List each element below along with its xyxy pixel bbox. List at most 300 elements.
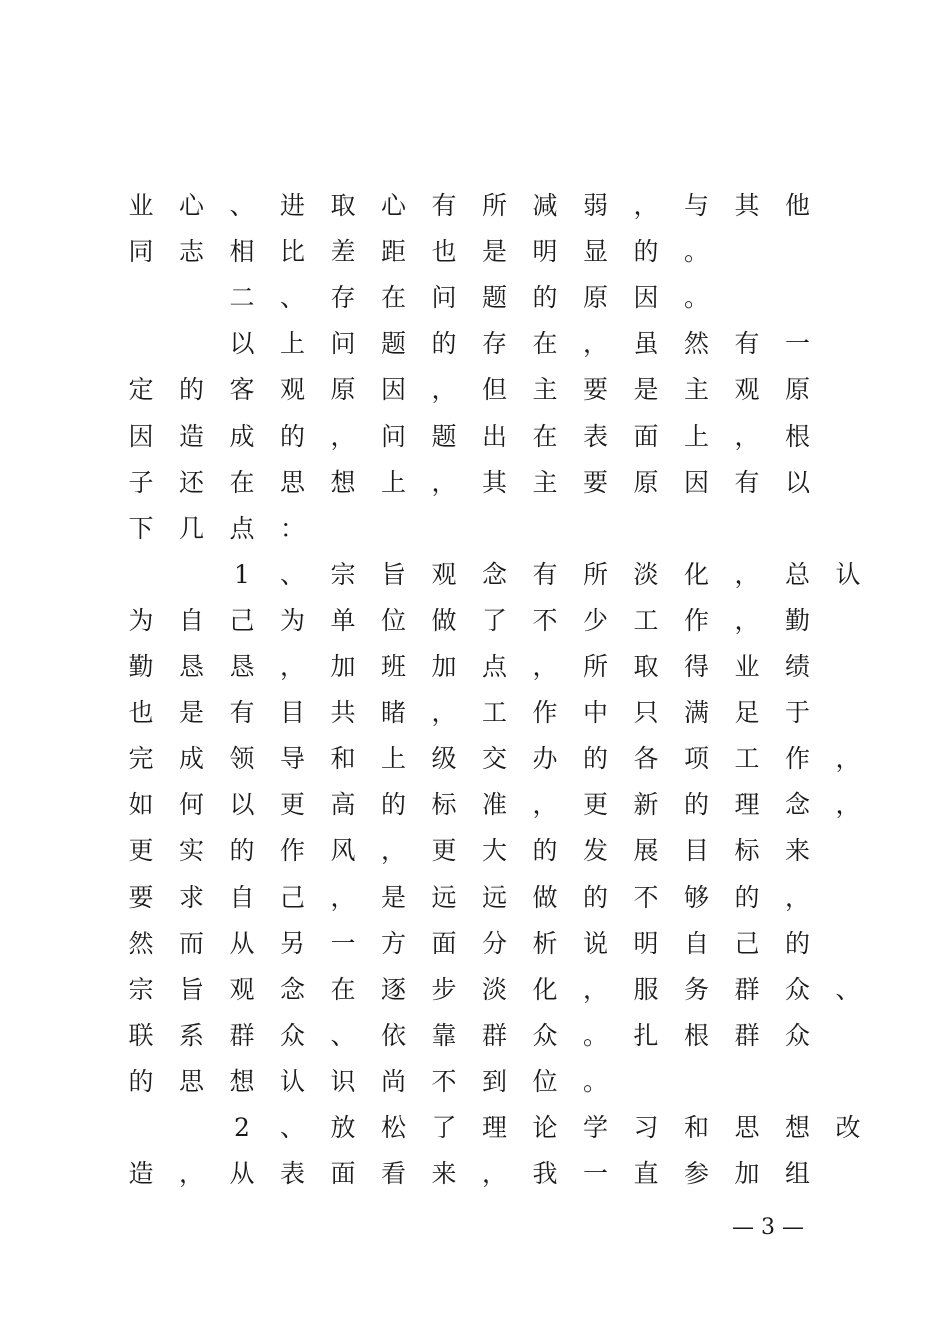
text-char: 得	[683, 652, 709, 681]
text-char: ，	[431, 467, 457, 497]
text-char: 在	[229, 467, 255, 497]
text-char: 主	[683, 375, 709, 405]
text-char: 与	[683, 191, 709, 220]
text-char: ，	[835, 790, 861, 820]
text-char: 原	[784, 375, 810, 405]
text-char: 尚	[380, 1066, 406, 1096]
text-char: 要	[128, 882, 154, 912]
text-char: 到	[481, 1066, 507, 1096]
text-char: 班	[380, 652, 406, 681]
text-char: 己	[279, 882, 305, 912]
text-char: 另	[279, 928, 305, 958]
text-char: 想	[330, 467, 356, 497]
text-char: 的	[784, 928, 810, 958]
text-char: 在	[380, 283, 406, 313]
text-char: ，	[734, 605, 760, 635]
text-char: 松	[380, 1113, 406, 1142]
text-char: 因	[633, 283, 659, 313]
text-char: ：	[279, 513, 305, 543]
text-char: ，	[784, 882, 810, 912]
text-char: 群	[734, 974, 760, 1004]
text-char: 不	[532, 605, 558, 635]
text-char: 绩	[784, 652, 810, 681]
text-char: 自	[178, 605, 204, 635]
text-char: 标	[734, 836, 760, 866]
text-char: 子	[128, 467, 154, 497]
text-char: 观	[279, 375, 305, 405]
text-char: 想	[784, 1113, 810, 1142]
text-char: 工	[734, 744, 760, 774]
text-char: 取	[330, 191, 356, 220]
text-char: 还	[178, 467, 204, 497]
text-char: 从	[229, 1159, 255, 1189]
text-char: 化	[532, 974, 558, 1004]
text-char: 满	[683, 698, 709, 728]
text-char: 点	[481, 652, 507, 681]
text-char: 我	[532, 1159, 558, 1189]
text-char: 观	[734, 375, 760, 405]
text-char: 从	[229, 928, 255, 958]
text-char: 因	[683, 467, 709, 497]
text-char: 在	[532, 421, 558, 451]
text-char: 众	[784, 1020, 810, 1050]
text-char: 单	[330, 605, 356, 635]
text-char: 恳	[178, 652, 204, 681]
text-char: 思	[279, 467, 305, 497]
text-char: 面	[330, 1159, 356, 1189]
text-char: 定	[128, 375, 154, 405]
text-char: 系	[178, 1020, 204, 1050]
text-char: 表	[582, 421, 608, 451]
text-char: 以	[784, 467, 810, 497]
text-char: 共	[330, 698, 356, 728]
text-char: ，	[279, 652, 305, 681]
text-char: 更	[431, 836, 457, 866]
text-char: 上	[683, 421, 709, 451]
text-char: 同	[128, 237, 154, 267]
text-char: 不	[633, 882, 659, 912]
text-char: 认	[279, 1066, 305, 1096]
text-char: 习	[633, 1113, 659, 1142]
text-char: 总	[784, 559, 810, 589]
text-char: ，	[431, 375, 457, 405]
text-char: 学	[582, 1113, 608, 1142]
text-char: 步	[431, 974, 457, 1004]
text-char: 的	[532, 283, 558, 313]
text-char: 群	[734, 1020, 760, 1050]
text-char: 改	[835, 1113, 861, 1142]
text-char: 的	[380, 790, 406, 820]
text-line	[0, 229, 950, 275]
text-char: 所	[582, 652, 608, 681]
text-char: 的	[582, 744, 608, 774]
text-char: 众	[279, 1020, 305, 1050]
text-char: ，	[582, 974, 608, 1004]
text-char: 明	[633, 928, 659, 958]
text-char: 一	[784, 329, 810, 359]
text-char: 为	[128, 605, 154, 635]
text-line	[0, 782, 950, 828]
text-char: 放	[330, 1113, 356, 1142]
text-char: 加	[431, 652, 457, 681]
text-char: 淡	[481, 974, 507, 1004]
text-char: 恳	[229, 652, 255, 681]
text-char: 因	[380, 375, 406, 405]
text-line	[0, 367, 950, 413]
text-char: 新	[633, 790, 659, 820]
text-char: 进	[279, 191, 305, 220]
text-char: 了	[481, 605, 507, 635]
text-char: 、	[279, 283, 305, 313]
text-char: 析	[532, 928, 558, 958]
text-char: 足	[734, 698, 760, 728]
text-char: 题	[380, 329, 406, 359]
text-line	[0, 414, 950, 460]
text-char: 其	[734, 191, 760, 220]
text-char: 靠	[431, 1020, 457, 1050]
text-char: 想	[229, 1066, 255, 1096]
text-line	[0, 1151, 950, 1197]
text-char: 问	[380, 421, 406, 451]
text-char: 说	[582, 928, 608, 958]
text-char: 面	[633, 421, 659, 451]
text-line	[0, 1105, 950, 1151]
text-line	[0, 460, 950, 506]
text-char: 。	[582, 1066, 608, 1096]
text-char: 业	[128, 191, 154, 220]
text-char: 的	[683, 790, 709, 820]
text-char: 上	[380, 744, 406, 774]
text-char: 各	[633, 744, 659, 774]
text-char: 的	[279, 421, 305, 451]
text-char: 的	[582, 882, 608, 912]
text-char: 位	[532, 1066, 558, 1096]
text-char: 远	[481, 882, 507, 912]
text-char: 勤	[784, 605, 810, 635]
text-char: 远	[431, 882, 457, 912]
text-char: ，	[178, 1159, 204, 1189]
text-char: 原	[330, 375, 356, 405]
text-char: 客	[229, 375, 255, 405]
text-char: 他	[784, 191, 810, 220]
text-char: 化	[683, 559, 709, 589]
text-char: ，	[532, 790, 558, 820]
text-char: 加	[734, 1159, 760, 1189]
text-char: 直	[633, 1159, 659, 1189]
text-char: 面	[431, 928, 457, 958]
text-char: 存	[330, 283, 356, 313]
text-char: 、	[835, 974, 861, 1004]
text-char: 工	[481, 698, 507, 728]
text-char: 几	[178, 513, 204, 543]
text-char: 做	[431, 605, 457, 635]
text-char: 。	[683, 283, 709, 313]
text-char: 了	[431, 1113, 457, 1142]
text-line	[0, 552, 950, 598]
text-char: 问	[330, 329, 356, 359]
text-char: 有	[532, 559, 558, 589]
text-char: 、	[279, 559, 305, 589]
text-char: 发	[582, 836, 608, 866]
text-char: ，	[734, 559, 760, 589]
text-char: 念	[481, 559, 507, 589]
text-char: 1	[234, 559, 250, 589]
text-char: 一	[582, 1159, 608, 1189]
text-char: 的	[229, 836, 255, 866]
text-char: 其	[481, 467, 507, 497]
text-char: 念	[784, 790, 810, 820]
text-char: 理	[734, 790, 760, 820]
text-char: 中	[582, 698, 608, 728]
text-char: 心	[178, 191, 204, 220]
text-char: 如	[128, 790, 154, 820]
text-char: 观	[229, 974, 255, 1004]
text-char: 淡	[633, 559, 659, 589]
text-char: 但	[481, 375, 507, 405]
text-char: 参	[683, 1159, 709, 1189]
text-char: 思	[178, 1066, 204, 1096]
text-char: 展	[633, 836, 659, 866]
text-char: 明	[532, 237, 558, 267]
text-line	[0, 321, 950, 367]
text-char: 逐	[380, 974, 406, 1004]
text-char: 有	[229, 698, 255, 728]
text-char: ，	[835, 744, 861, 774]
text-char: 睹	[380, 698, 406, 728]
text-line	[0, 736, 950, 782]
page-number: — 3 —	[732, 1215, 804, 1240]
text-char: 宗	[128, 974, 154, 1004]
text-char: 以	[229, 790, 255, 820]
text-char: 成	[178, 744, 204, 774]
text-char: 加	[330, 652, 356, 681]
text-char: 的	[734, 882, 760, 912]
text-char: 旨	[178, 974, 204, 1004]
text-char: 要	[582, 375, 608, 405]
text-char: ，	[380, 836, 406, 866]
text-char: 目	[683, 836, 709, 866]
text-char: 点	[229, 513, 255, 543]
text-line	[0, 921, 950, 967]
text-char: 作	[532, 698, 558, 728]
text-char: 完	[128, 744, 154, 774]
text-char: 位	[380, 605, 406, 635]
text-char: 题	[481, 283, 507, 313]
text-char: 更	[128, 836, 154, 866]
text-char: 存	[481, 329, 507, 359]
text-line	[0, 644, 950, 690]
text-char: 群	[481, 1020, 507, 1050]
text-char: 、	[279, 1113, 305, 1142]
text-char: ，	[734, 421, 760, 451]
text-char: 、	[229, 191, 255, 220]
text-char: 众	[532, 1020, 558, 1050]
text-char: 是	[633, 375, 659, 405]
text-char: 心	[380, 191, 406, 220]
text-char: 也	[431, 237, 457, 267]
text-char: 因	[128, 421, 154, 451]
text-char: 观	[431, 559, 457, 589]
text-char: ，	[582, 329, 608, 359]
text-char: 原	[633, 467, 659, 497]
text-char: 方	[380, 928, 406, 958]
text-char: 认	[835, 559, 861, 589]
text-line	[0, 598, 950, 644]
text-char: 思	[734, 1113, 760, 1142]
text-char: 在	[532, 329, 558, 359]
text-char: 依	[380, 1020, 406, 1050]
text-char: 导	[279, 744, 305, 774]
text-char: 为	[279, 605, 305, 635]
text-char: 的	[532, 836, 558, 866]
text-char: 主	[532, 375, 558, 405]
text-line	[0, 828, 950, 874]
text-char: 志	[178, 237, 204, 267]
text-char: 联	[128, 1020, 154, 1050]
text-char: 来	[431, 1159, 457, 1189]
text-line	[0, 183, 950, 229]
text-char: 而	[178, 928, 204, 958]
text-char: 办	[532, 744, 558, 774]
text-char: 求	[178, 882, 204, 912]
text-char: 然	[683, 329, 709, 359]
text-char: ，	[532, 652, 558, 681]
text-char: 交	[481, 744, 507, 774]
text-char: 标	[431, 790, 457, 820]
text-char: 理	[481, 1113, 507, 1142]
text-char: 的	[431, 329, 457, 359]
text-char: 。	[683, 237, 709, 267]
text-char: 根	[683, 1020, 709, 1050]
text-char: 宗	[330, 559, 356, 589]
text-char: 表	[279, 1159, 305, 1189]
text-char: 然	[128, 928, 154, 958]
text-char: 风	[330, 836, 356, 866]
text-char: 实	[178, 836, 204, 866]
text-char: 更	[279, 790, 305, 820]
text-char: 减	[532, 191, 558, 220]
text-char: 业	[734, 652, 760, 681]
text-char: 级	[431, 744, 457, 774]
text-char: 何	[178, 790, 204, 820]
text-char: 题	[431, 421, 457, 451]
text-char: 不	[431, 1066, 457, 1096]
text-line	[0, 1059, 950, 1105]
text-char: 己	[229, 605, 255, 635]
text-char: 显	[582, 237, 608, 267]
text-line	[0, 875, 950, 921]
text-char: 的	[633, 237, 659, 267]
text-char: 来	[784, 836, 810, 866]
text-char: 论	[532, 1113, 558, 1142]
text-line	[0, 506, 950, 552]
text-char: 有	[431, 191, 457, 220]
text-char: 众	[784, 974, 810, 1004]
text-char: 相	[229, 237, 255, 267]
text-char: 准	[481, 790, 507, 820]
text-char: 勤	[128, 652, 154, 681]
text-char: 于	[784, 698, 810, 728]
text-char: 和	[330, 744, 356, 774]
text-char: 2	[234, 1113, 250, 1142]
text-char: 在	[330, 974, 356, 1004]
text-char: 上	[279, 329, 305, 359]
text-char: 领	[229, 744, 255, 774]
text-char: 扎	[633, 1020, 659, 1050]
text-char: 、	[330, 1020, 356, 1050]
text-char: 二	[229, 283, 255, 313]
text-char: 下	[128, 513, 154, 543]
text-char: 出	[481, 421, 507, 451]
text-char: 做	[532, 882, 558, 912]
text-char: 分	[481, 928, 507, 958]
text-char: 念	[279, 974, 305, 1004]
text-char: 所	[582, 559, 608, 589]
text-char: 的	[128, 1066, 154, 1096]
text-char: 自	[229, 882, 255, 912]
text-char: 够	[683, 882, 709, 912]
text-char: 。	[582, 1020, 608, 1050]
text-char: 虽	[633, 329, 659, 359]
text-char: 的	[178, 375, 204, 405]
text-char: 更	[582, 790, 608, 820]
text-line	[0, 690, 950, 736]
text-char: 上	[380, 467, 406, 497]
text-char: 弱	[582, 191, 608, 220]
text-line	[0, 275, 950, 321]
text-char: 项	[683, 744, 709, 774]
text-char: 服	[633, 974, 659, 1004]
text-char: 问	[431, 283, 457, 313]
text-char: 是	[380, 882, 406, 912]
text-char: ，	[633, 191, 659, 220]
text-char: 造	[128, 1159, 154, 1189]
text-char: 造	[178, 421, 204, 451]
text-char: 只	[633, 698, 659, 728]
text-char: 要	[582, 467, 608, 497]
text-char: 目	[279, 698, 305, 728]
text-line	[0, 967, 950, 1013]
text-char: 距	[380, 237, 406, 267]
text-char: 看	[380, 1159, 406, 1189]
text-char: 旨	[380, 559, 406, 589]
text-char: 是	[178, 698, 204, 728]
text-char: 以	[229, 329, 255, 359]
text-char: 一	[330, 928, 356, 958]
text-char: 群	[229, 1020, 255, 1050]
text-char: 有	[734, 329, 760, 359]
text-char: 原	[582, 283, 608, 313]
text-char: 大	[481, 836, 507, 866]
text-char: 根	[784, 421, 810, 451]
text-char: 所	[481, 191, 507, 220]
text-char: 取	[633, 652, 659, 681]
text-char: 自	[683, 928, 709, 958]
text-char: ，	[431, 698, 457, 728]
text-char: 作	[683, 605, 709, 635]
text-char: ，	[481, 1159, 507, 1189]
text-char: ，	[330, 421, 356, 451]
text-char: 高	[330, 790, 356, 820]
text-char: 成	[229, 421, 255, 451]
text-char: 比	[279, 237, 305, 267]
text-char: 有	[734, 467, 760, 497]
text-char: 差	[330, 237, 356, 267]
text-char: 己	[734, 928, 760, 958]
text-line	[0, 1013, 950, 1059]
text-char: 少	[582, 605, 608, 635]
text-char: ，	[330, 882, 356, 912]
